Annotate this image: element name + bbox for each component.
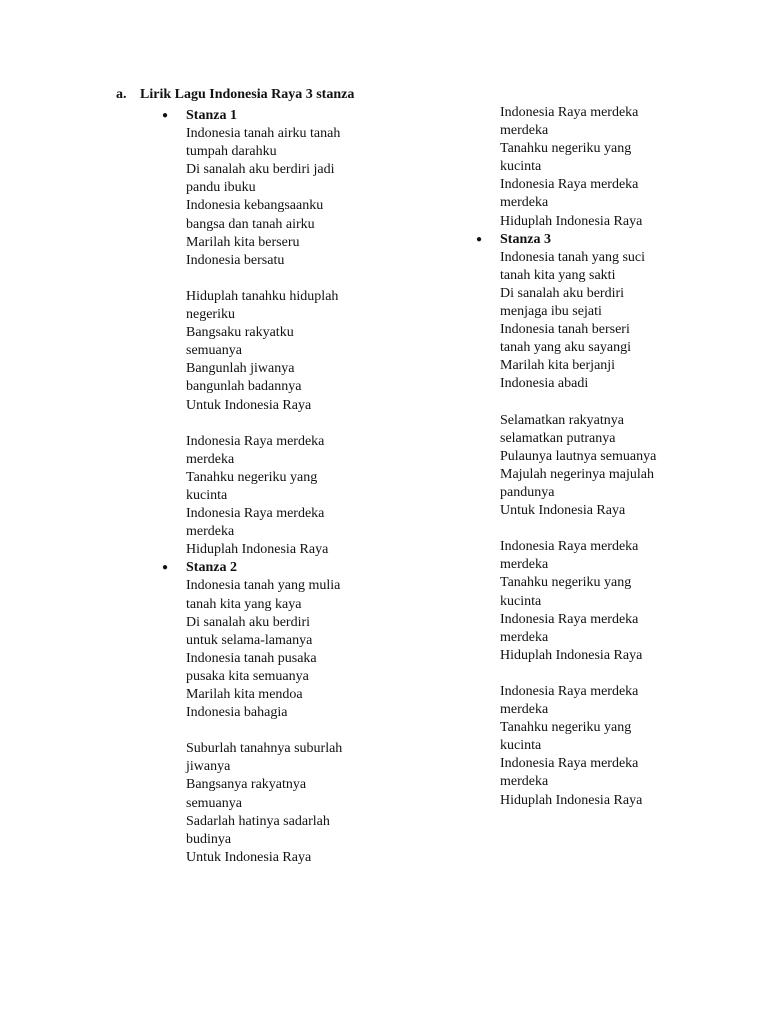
lyric-line: merdeka xyxy=(500,195,549,211)
lyric-line: Di sanalah aku berdiri jadi xyxy=(186,162,335,178)
verse-gap xyxy=(186,415,386,433)
lyric-line: jiwanya xyxy=(186,759,231,775)
lyric-line: pandu ibuku xyxy=(186,180,256,196)
lyric-line: Tanahku negeriku yang xyxy=(500,720,632,736)
lyric-line: Untuk Indonesia Raya xyxy=(500,503,626,519)
lyric-line: semuanya xyxy=(186,343,242,359)
lyric-line: tumpah darahku xyxy=(186,144,277,160)
lyric-line: negeriku xyxy=(186,307,235,323)
lyric-line: Di sanalah aku berdiri xyxy=(186,614,311,630)
stanza-3-title: Stanza 3 xyxy=(500,231,551,247)
verse-gap xyxy=(500,665,700,683)
lyric-line: Indonesia bersatu xyxy=(186,252,285,268)
lyric-line: Indonesia Raya merdeka xyxy=(500,611,639,627)
lyric-line: Marilah kita mendoa xyxy=(186,687,303,702)
lyric-line: Majulah negerinya majulah xyxy=(500,466,654,482)
lyric-line: Tanahku negeriku yang xyxy=(500,141,632,157)
lyric-line: Indonesia Raya merdeka xyxy=(500,756,639,772)
lyric-line: Indonesia Raya merdeka xyxy=(500,105,639,120)
lyric-line: Indonesia Raya merdeka xyxy=(500,539,639,555)
lyric-line: bangsa dan tanah airku xyxy=(186,216,315,232)
lyric-line: semuanya xyxy=(186,795,242,811)
lyric-line: Indonesia abadi xyxy=(500,376,589,392)
bullet-icon: ● xyxy=(162,562,169,574)
verse-gap xyxy=(500,520,700,538)
verse-gap xyxy=(186,722,386,740)
lyric-line: merdeka xyxy=(500,557,549,573)
stanza-1-title: Stanza 1 xyxy=(186,108,237,123)
lyric-line: pusaka kita semuanya xyxy=(186,668,309,684)
lyric-line: tanah yang aku sayangi xyxy=(500,340,632,356)
lyric-line: Indonesia tanah berseri xyxy=(500,322,630,338)
lyric-line: kucinta xyxy=(500,159,542,175)
lyric-line: Untuk Indonesia Raya xyxy=(186,849,312,865)
lyric-line: Indonesia Raya merdeka xyxy=(186,506,325,522)
lyric-line: merdeka xyxy=(500,123,549,139)
lyric-line: Indonesia tanah yang suci xyxy=(500,249,646,265)
lyric-line: kucinta xyxy=(500,738,542,754)
lyric-line: pandunya xyxy=(500,484,555,500)
lyric-line: bangunlah badannya xyxy=(186,379,302,395)
lyric-line: Untuk Indonesia Raya xyxy=(186,397,312,413)
lyric-line: budinya xyxy=(186,831,232,847)
lyric-line: Indonesia Raya merdeka xyxy=(186,433,325,449)
stanza-1-header xyxy=(162,107,386,125)
lyric-line: Pulaunya lautnya semuanya xyxy=(500,448,657,464)
lyric-line: Suburlah tanahnya suburlah xyxy=(186,741,343,757)
lyric-line: merdeka xyxy=(186,524,235,540)
lyric-line: untuk selama-lamanya xyxy=(186,632,313,648)
right-column xyxy=(476,104,700,810)
stanza-3-header xyxy=(476,231,700,249)
lyric-line: Hiduplah Indonesia Raya xyxy=(186,542,329,558)
lyric-line: Hiduplah Indonesia Raya xyxy=(500,213,643,229)
lyric-line: merdeka xyxy=(186,451,235,467)
lyric-line: Bangsanya rakyatnya xyxy=(186,777,307,793)
stanza-2-continued-lines xyxy=(500,104,700,231)
lyric-line: Tanahku negeriku yang xyxy=(186,469,318,485)
lyric-line: tanah kita yang sakti xyxy=(500,267,616,283)
lyric-line: Marilah kita berjanji xyxy=(500,358,616,374)
lyric-line: Hiduplah Indonesia Raya xyxy=(500,647,643,663)
lyric-line: merdeka xyxy=(500,629,549,645)
lyric-line: Di sanalah aku berdiri xyxy=(500,285,625,301)
stanza-3-lines xyxy=(500,249,700,810)
lyric-line: Sadarlah hatinya sadarlah xyxy=(186,813,330,829)
bullet-icon: ● xyxy=(162,110,169,121)
lyric-line: Indonesia Raya merdeka xyxy=(500,684,639,699)
lyric-line: Bangunlah jiwanya xyxy=(186,361,295,377)
lyric-line: Indonesia tanah pusaka xyxy=(186,650,317,666)
bullet-icon: ● xyxy=(476,233,483,245)
stanza-2-header xyxy=(162,559,386,577)
lyric-line: Indonesia tanah airku tanah xyxy=(186,126,341,142)
lyric-line: Hiduplah tanahku hiduplah xyxy=(186,288,339,304)
lyric-line: Hiduplah Indonesia Raya xyxy=(500,792,643,808)
verse-gap xyxy=(186,270,386,288)
left-column xyxy=(162,107,386,867)
list-marker: a. xyxy=(116,87,127,102)
lyric-line: menjaga ibu sejati xyxy=(500,304,602,320)
verse-gap xyxy=(500,394,700,412)
lyric-line: Indonesia bahagia xyxy=(186,705,288,721)
stanza-2-lines xyxy=(186,577,386,867)
lyric-line: Indonesia kebangsaanku xyxy=(186,198,324,214)
lyric-line: Bangsaku rakyatku xyxy=(186,325,294,341)
heading-title: Lirik Lagu Indonesia Raya 3 stanza xyxy=(140,87,355,102)
lyric-line: Indonesia Raya merdeka xyxy=(500,177,639,193)
lyric-line: Selamatkan rakyatnya xyxy=(500,412,625,428)
lyric-line: merdeka xyxy=(500,702,549,718)
lyric-line: tanah kita yang kaya xyxy=(186,596,302,612)
lyric-line: Marilah kita berseru xyxy=(186,234,300,250)
lyric-line: kucinta xyxy=(186,487,228,503)
stanza-1-lines xyxy=(186,125,386,559)
lyric-line: Tanahku negeriku yang xyxy=(500,575,632,591)
section-heading xyxy=(116,86,354,104)
lyric-line: selamatkan putranya xyxy=(500,430,616,446)
stanza-2-title: Stanza 2 xyxy=(186,560,237,576)
lyric-line: Indonesia tanah yang mulia xyxy=(186,578,341,594)
lyric-line: merdeka xyxy=(500,774,549,790)
lyric-line: kucinta xyxy=(500,593,542,609)
